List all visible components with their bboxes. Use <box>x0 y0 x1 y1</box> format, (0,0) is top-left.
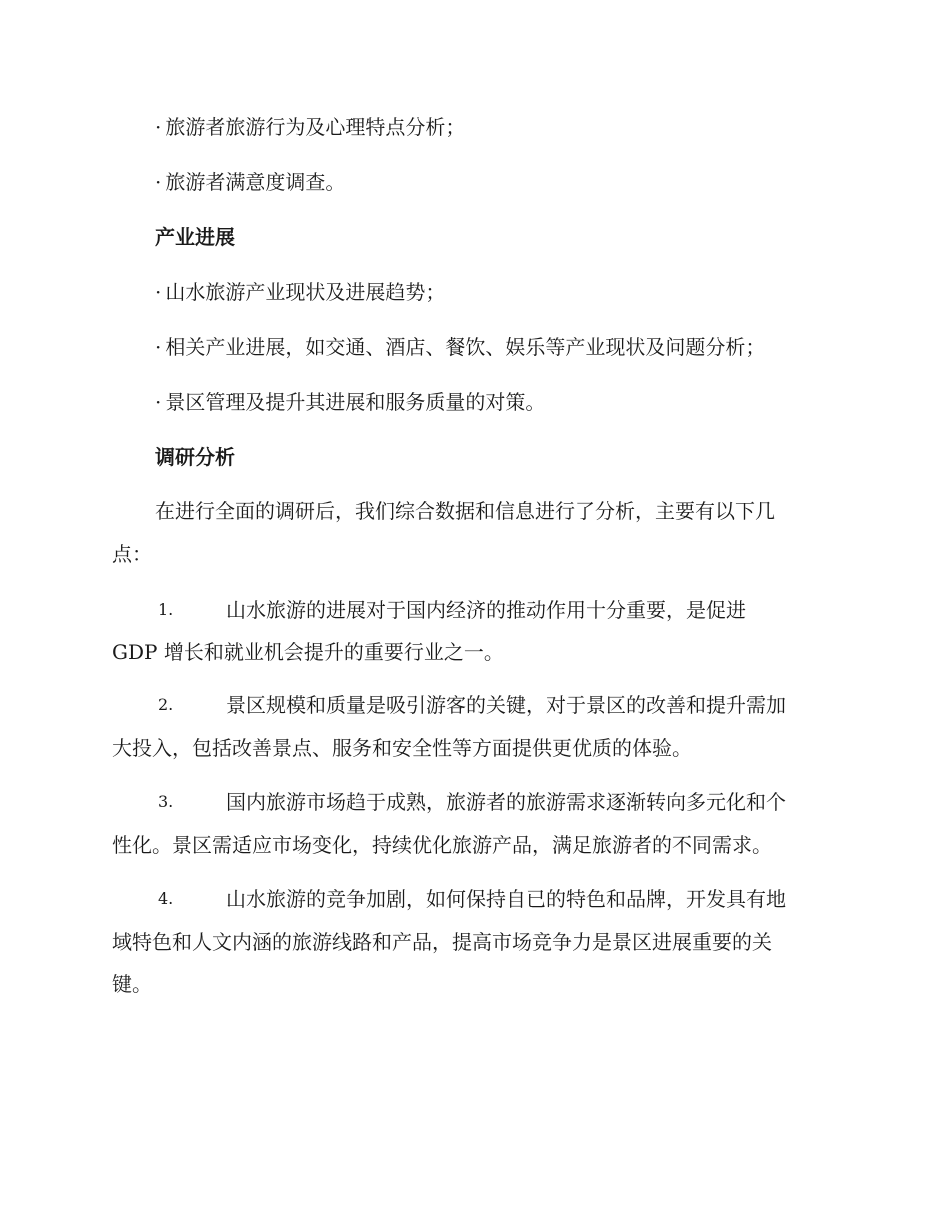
bullet-text: 景区管理及提升其进展和服务质量的对策。 <box>165 390 546 414</box>
intro-paragraph-line: 点： <box>112 542 152 566</box>
bullet-icon: · <box>155 170 162 194</box>
list-item-number: 3. <box>158 792 174 811</box>
list-item-number: 4. <box>158 889 174 908</box>
bullet-item <box>155 388 545 416</box>
section-heading-industry: 产业进展 <box>155 225 235 249</box>
list-item-text: 景区规模和质量是吸引游客的关键，对于景区的改善和提升需加 <box>226 693 786 717</box>
bullet-item <box>155 168 345 196</box>
section-heading-analysis: 调研分析 <box>155 445 235 469</box>
bullet-text: 旅游者旅游行为及心理特点分析； <box>165 115 466 139</box>
intro-paragraph-line: 在进行全面的调研后，我们综合数据和信息进行了分析，主要有以下几 <box>155 499 775 523</box>
bullet-text: 旅游者满意度调查。 <box>165 170 346 194</box>
list-item-text: GDP 增长和就业机会提升的重要行业之一。 <box>112 640 504 664</box>
bullet-icon: · <box>155 115 162 139</box>
bullet-icon: · <box>155 335 162 359</box>
list-item-text: 性化。景区需适应市场变化，持续优化旅游产品，满足旅游者的不同需求。 <box>112 833 772 857</box>
list-item-number: 1. <box>158 600 174 619</box>
bullet-item <box>155 113 465 141</box>
bullet-item <box>155 333 765 361</box>
bullet-icon: · <box>155 390 162 414</box>
list-item-text: 大投入，包括改善景点、服务和安全性等方面提供更优质的体验。 <box>112 736 692 760</box>
list-item-text: 国内旅游市场趋于成熟，旅游者的旅游需求逐渐转向多元化和个 <box>226 790 786 814</box>
bullet-text: 山水旅游产业现状及进展趋势； <box>165 280 446 304</box>
list-item-text: 山水旅游的竞争加剧，如何保持自已的特色和品牌，开发具有地 <box>226 887 786 911</box>
bullet-item <box>155 278 445 306</box>
bullet-text: 相关产业进展，如交通、酒店、餐饮、娱乐等产业现状及问题分析； <box>165 335 766 359</box>
list-item-number: 2. <box>158 695 174 714</box>
list-item-text: 键。 <box>112 972 152 996</box>
list-item-text: 域特色和人文内涵的旅游线路和产品，提高市场竞争力是景区进展重要的关 <box>112 930 772 954</box>
list-item-text: 山水旅游的进展对于国内经济的推动作用十分重要，是促进 <box>226 598 746 622</box>
bullet-icon: · <box>155 280 162 304</box>
